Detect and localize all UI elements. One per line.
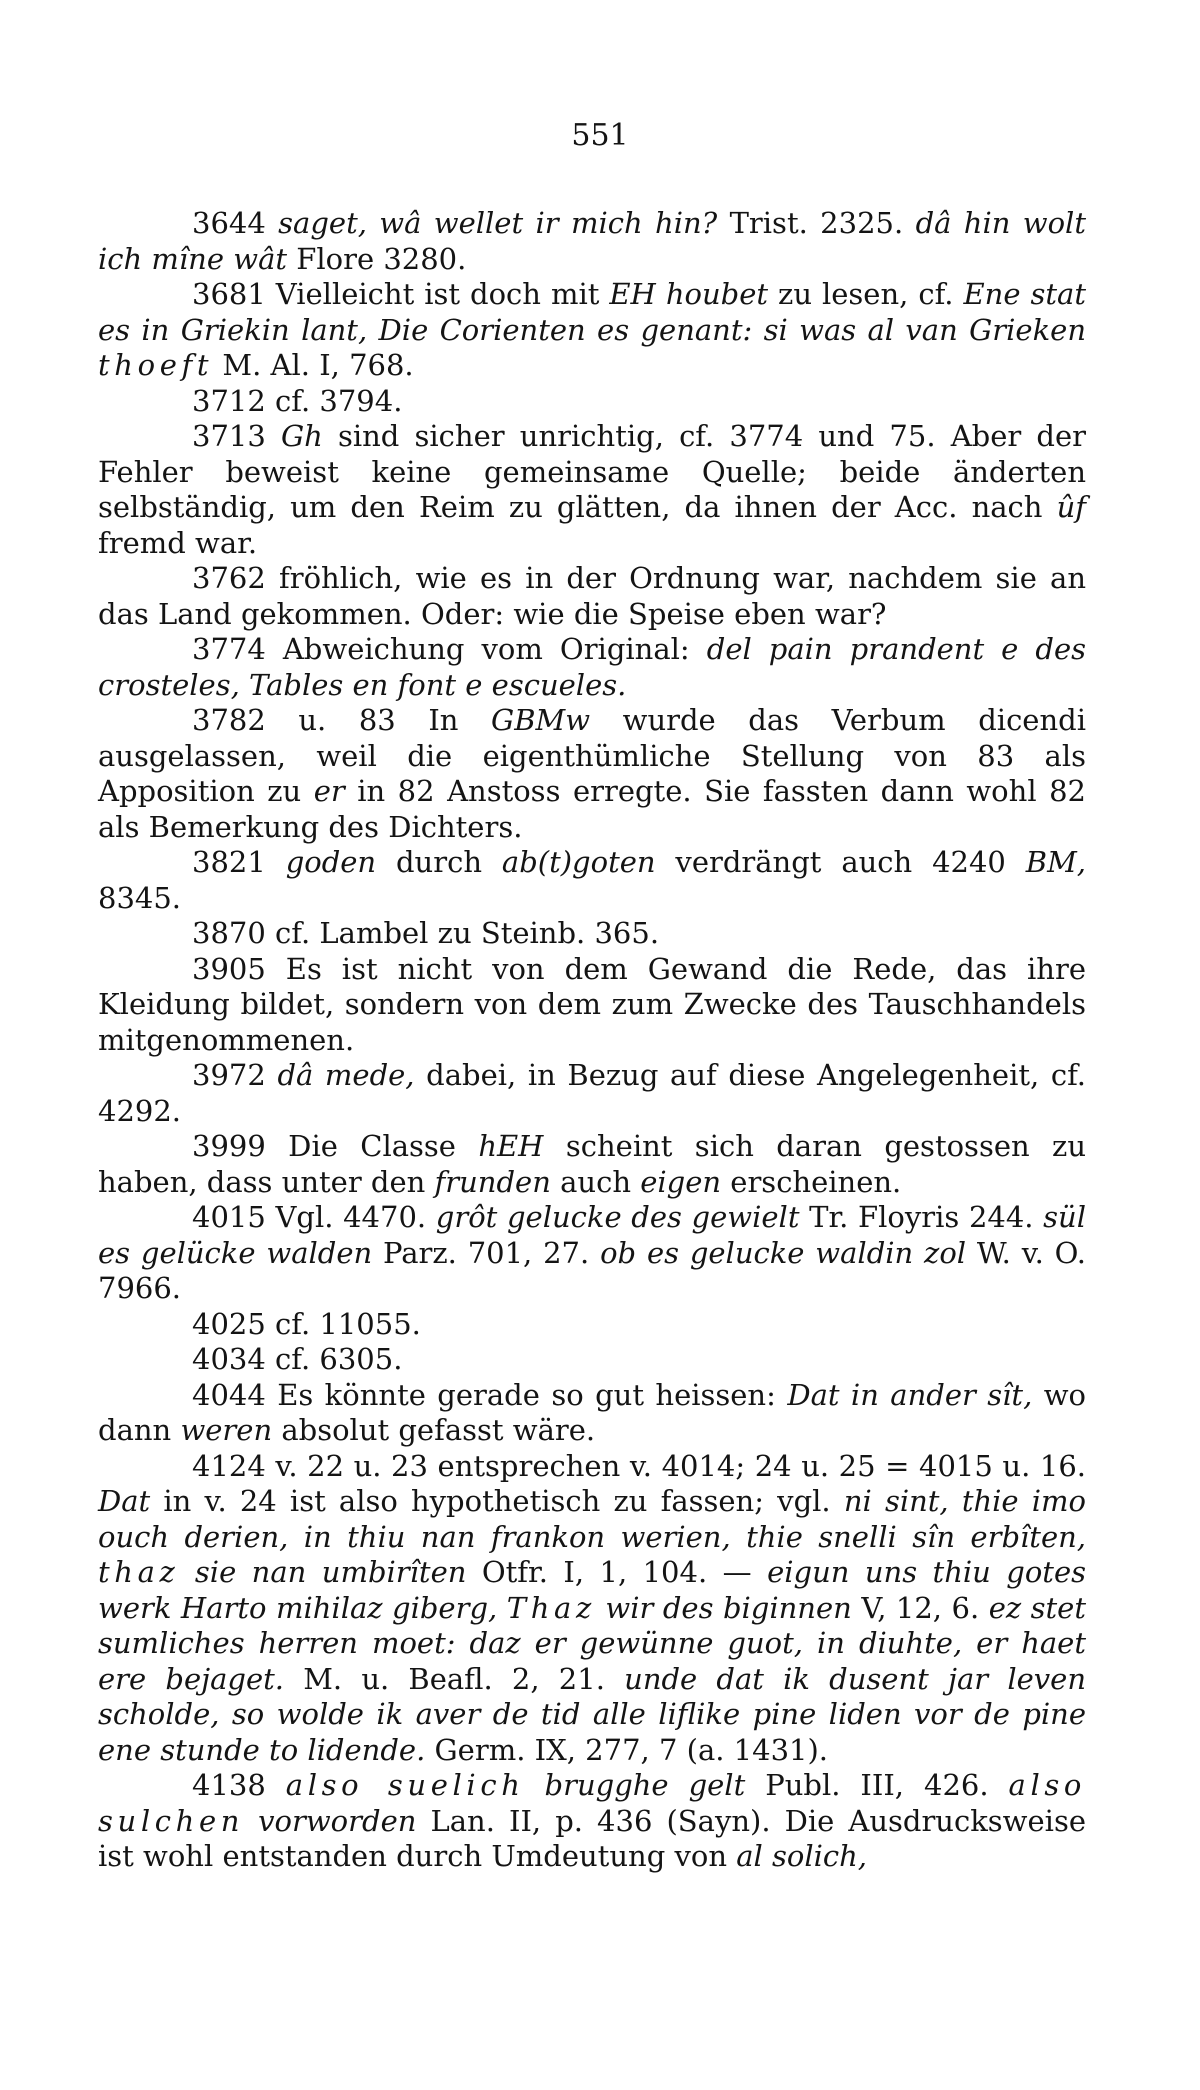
note-text: 8345.: [98, 880, 182, 915]
note-text: Trist. 2325.: [717, 206, 916, 240]
note-quote: dâ mede,: [277, 1058, 415, 1092]
page-number: 551: [571, 118, 629, 153]
note-text: Tr. Floyris 244.: [799, 1200, 1044, 1234]
note-text: M. u. Beafl. 2, 21.: [284, 1661, 625, 1696]
note-paragraph: [98, 952, 1086, 1059]
notes-body: [98, 206, 1086, 1875]
note-quote: thaz: [98, 1555, 180, 1589]
note-quote: Dat in ander sît,: [787, 1377, 1033, 1412]
note-paragraph: [98, 384, 1086, 420]
note-quote: brugghe gelt: [524, 1768, 746, 1802]
note-quote: ez stet sumliches herren moet: daz er gewünne guot, in diuhte, er haet ere bejaget.: [98, 1590, 1086, 1696]
note-text: 3774 Abweichung vom Original:: [192, 632, 707, 666]
note-quote: ûf: [1056, 490, 1086, 524]
note-paragraph: [98, 1129, 1086, 1200]
note-quote: frunden: [434, 1164, 551, 1199]
note-text: 3712 cf. 3794.: [192, 383, 403, 418]
note-quote: wir des biginnen: [595, 1590, 852, 1625]
note-text: 4124 v. 22 u. 23 entsprechen v. 4014; 24 u. 25 = 4015 u. 16.: [192, 1448, 1086, 1483]
note-text: scheint sich daran gestossen zu haben, dass unter den: [98, 1129, 1087, 1199]
note-text: fremd war.: [98, 525, 258, 560]
note-text: 4138: [192, 1768, 286, 1802]
note-text: absolut gefasst wäre.: [272, 1413, 596, 1447]
note-text: zu lesen, cf.: [768, 277, 964, 311]
note-quote: EH houbet: [609, 277, 769, 311]
note-quote: unde dat ik dusent jar leven scholde, so wolde ik aver de tid alle liflike pine liden vor de pine ene stunde to lidende.: [98, 1661, 1087, 1767]
note-quote: weren: [180, 1413, 273, 1447]
note-text: 3713: [192, 419, 281, 453]
note-paragraph: [98, 845, 1086, 916]
note-text: durch: [376, 845, 502, 879]
note-paragraph: [98, 1058, 1086, 1129]
note-paragraph: [98, 1449, 1086, 1769]
note-paragraph: [98, 916, 1086, 952]
note-text: 3644: [192, 206, 279, 240]
note-text: Germ. IX, 277, 7 (a. 1431).: [425, 1732, 829, 1767]
note-paragraph: [98, 561, 1086, 632]
note-text: wo dann: [98, 1377, 1086, 1447]
note-quote: ni sint, thie imo ouch derien, in thiu nan frankon werien, thie snelli sîn erbîten,: [98, 1484, 1087, 1554]
note-quote: BM,: [1025, 845, 1086, 879]
note-text: in v. 24 ist also hypothetisch zu fassen; vgl.: [150, 1484, 844, 1518]
note-paragraph: [98, 1768, 1086, 1875]
note-quote: eigen: [640, 1164, 722, 1199]
note-quote: Gh: [280, 419, 323, 453]
note-quote: goden: [285, 845, 377, 879]
note-quote: Dat: [98, 1484, 151, 1518]
note-quote: del pain prandent e des crosteles, Tables en font e escueles.: [98, 632, 1087, 702]
note-text: 3972: [192, 1058, 278, 1092]
note-quote: hEH: [478, 1129, 544, 1163]
note-text: 3870 cf. Lambel zu Steinb. 365.: [192, 916, 660, 950]
note-text: V, 12, 6.: [851, 1590, 989, 1625]
note-quote: al solich,: [736, 1839, 868, 1873]
note-text: 3782 u. 83 In: [192, 703, 492, 737]
note-quote: saget, wâ wellet ir mich hin?: [278, 206, 718, 240]
note-text: 3905 Es ist nicht von dem Gewand die Rede, das ihre Kleidung bildet, sondern von dem zum Zwecke des Tauschhandels mitgenommenen.: [98, 951, 1086, 1057]
note-quote: also suelich: [285, 1768, 525, 1802]
note-text: erscheinen.: [721, 1164, 902, 1199]
note-quote: Thaz: [506, 1590, 596, 1625]
note-text: wurde das Verbum dicendi ausgelassen, weil die eigenthümliche Stellung von 83 als Apposition zu: [98, 703, 1086, 808]
note-text: 4044 Es könnte gerade so gut heissen:: [192, 1377, 788, 1412]
note-text: 3999 Die Classe: [192, 1129, 479, 1163]
note-text: dabei, in Bezug auf diese Angelegenheit, cf. 4292.: [98, 1058, 1086, 1128]
note-quote: sül es gelücke walden: [98, 1200, 1087, 1270]
note-text: Flore 3280.: [287, 241, 467, 276]
note-text: 3762 fröhlich, wie es in der Ordnung war, nachdem sie an das Land gekommen. Oder: wie die Speise eben war?: [98, 561, 1086, 631]
note-text: 4015 Vgl. 4470.: [192, 1200, 436, 1234]
note-text: W. v. O. 7966.: [98, 1235, 1086, 1305]
note-text: Publ. III, 426.: [745, 1768, 1009, 1802]
note-quote: er: [313, 774, 345, 808]
note-text: in 82 Anstoss erregte. Sie fassten dann wohl 82 als Bemerkung des Dichters.: [98, 774, 1086, 844]
note-quote: ab(t)goten: [501, 845, 656, 879]
note-text: sind sicher unrichtig, cf. 3774 und 75. Aber der Fehler beweist keine gemeinsame Quelle; beide änderten selbständig, um den Reim zu glätten, da ihnen der Acc. nach: [98, 419, 1086, 524]
note-paragraph: [98, 632, 1086, 703]
note-paragraph: [98, 1307, 1086, 1343]
note-text: 3681 Vielleicht ist doch mit: [192, 277, 610, 311]
note-quote: ob es gelucke waldin zol: [600, 1235, 967, 1270]
note-text: M. Al. I, 768.: [213, 348, 414, 382]
note-paragraph: [98, 703, 1086, 845]
note-text: verdrängt auch 4240: [655, 845, 1026, 879]
note-paragraph: [98, 1378, 1086, 1449]
note-paragraph: [98, 419, 1086, 561]
note-quote: also sulchen: [98, 1768, 1087, 1838]
note-text: 4034 cf. 6305.: [192, 1342, 403, 1376]
note-quote: sie nan umbirîten: [179, 1555, 467, 1589]
note-quote: Ene stat es in Griekin lant, Die Corienten es genant: si was al van Grieken: [98, 277, 1086, 347]
note-paragraph: [98, 1200, 1086, 1307]
note-quote: eigun uns thiu gotes werk Harto mihilaz giberg,: [98, 1555, 1086, 1625]
note-paragraph: [98, 1342, 1086, 1378]
note-text: Lan. II, p. 436 (Sayn). Die Ausdrucksweise ist wohl entstanden durch Umdeutung von: [98, 1803, 1086, 1873]
note-text: auch: [550, 1164, 641, 1199]
note-quote: vorworden: [244, 1803, 417, 1838]
note-quote: thoeft: [98, 348, 214, 382]
note-text: 3821: [192, 845, 286, 879]
note-text: Otfr. I, 1, 104. —: [466, 1555, 768, 1589]
note-paragraph: [98, 206, 1086, 277]
note-text: 4025 cf. 11055.: [192, 1306, 421, 1341]
note-quote: dâ hin wolt ich mîne wât: [98, 206, 1086, 276]
note-text: Parz. 701, 27.: [372, 1235, 601, 1270]
note-quote: GBMw: [491, 703, 591, 737]
note-quote: grôt gelucke des gewielt: [435, 1200, 800, 1234]
note-paragraph: [98, 277, 1086, 384]
